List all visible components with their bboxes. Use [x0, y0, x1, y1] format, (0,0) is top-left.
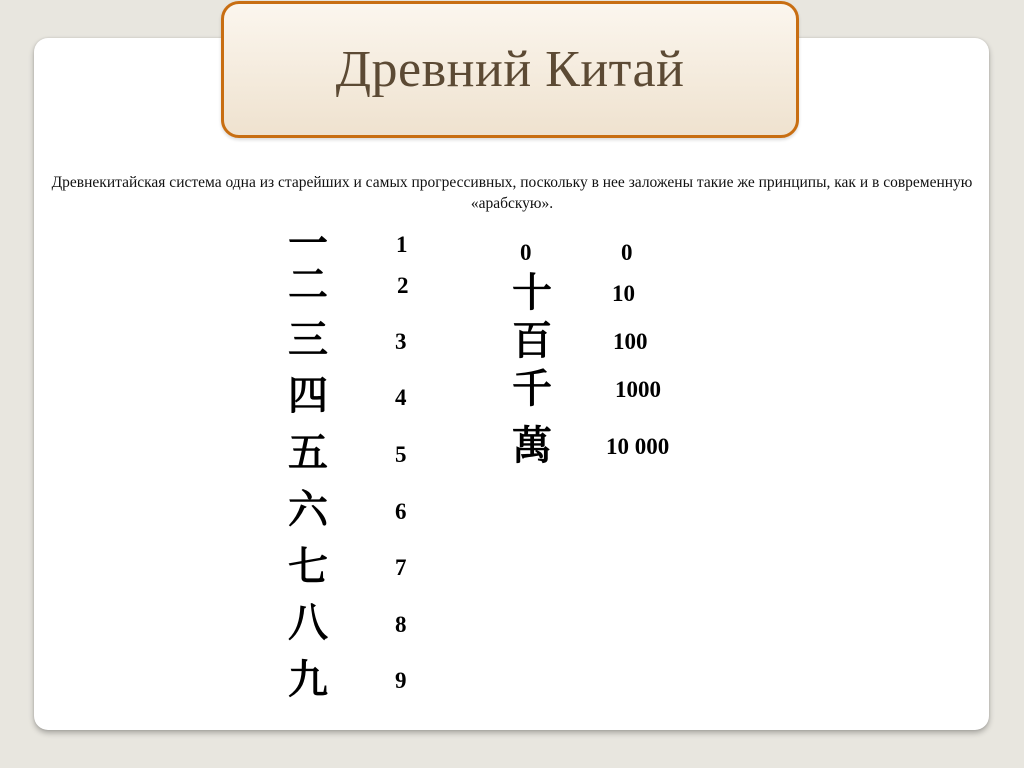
slide-title: Древний Китай	[335, 41, 685, 98]
digit-value: 4	[395, 385, 407, 410]
digit-value: 9	[395, 668, 407, 693]
digit-value: 6	[395, 499, 407, 524]
digit-glyph: 三	[288, 317, 328, 363]
digit-glyph: 七	[288, 544, 328, 590]
digit-glyph: 四	[288, 373, 328, 419]
digit-glyph: 五	[288, 430, 328, 476]
power-value: 10	[612, 281, 635, 306]
digit-glyph: 二	[288, 262, 328, 308]
power-value: 10 000	[606, 434, 670, 459]
digit-value: 3	[395, 329, 407, 354]
power-glyph: 百	[512, 318, 552, 364]
intro-paragraph: Древнекитайская система одна из старейших и самых прогрессивных, поскольку в нее заложены такие же принципы, как и в современную «арабскую».	[51, 174, 973, 212]
digit-glyph: 九	[288, 657, 328, 703]
power-value: 100	[613, 329, 648, 354]
power-glyph: 0	[520, 240, 532, 265]
digit-value: 5	[395, 442, 407, 467]
power-glyph: 十	[512, 270, 552, 316]
power-glyph: 千	[512, 366, 552, 412]
digit-value: 8	[395, 612, 407, 637]
title-box	[221, 1, 799, 138]
digit-glyph: 八	[288, 600, 328, 646]
digit-value: 2	[397, 273, 409, 298]
power-value: 1000	[615, 377, 661, 402]
digit-glyph: 六	[288, 487, 328, 533]
digit-glyph: 一	[288, 221, 328, 267]
digit-value: 7	[395, 555, 407, 580]
power-value: 0	[621, 240, 633, 265]
power-glyph: 萬	[512, 423, 552, 469]
digit-value: 1	[396, 232, 408, 257]
